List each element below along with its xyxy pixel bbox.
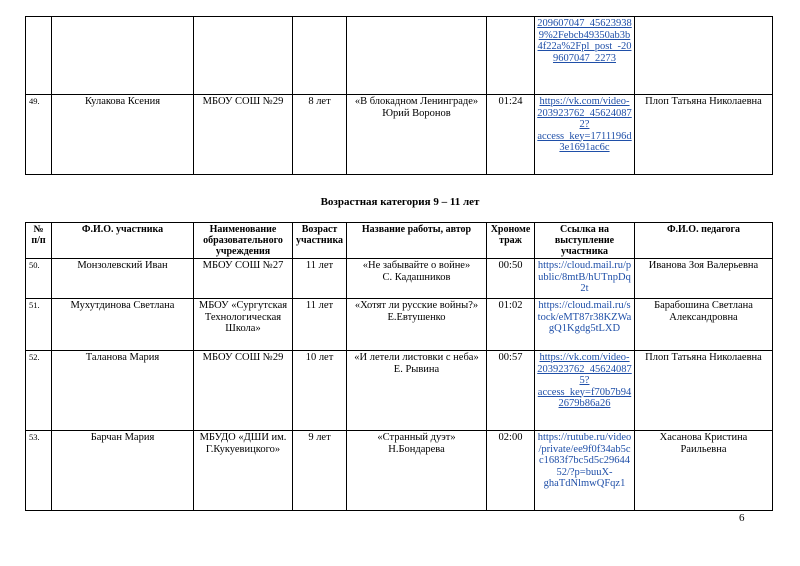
performance-link-cell [535, 431, 635, 511]
performance-link[interactable]: https://rutube.ru/video/private/ee9f0f34ab5cc1683f7bc5d5c2964452/?p=buuX-ghaTdNlmwQFqz1 [537, 432, 632, 489]
table-row [26, 431, 773, 511]
table-row [26, 259, 773, 299]
row-number: 53. [26, 431, 52, 511]
work-name: «Хотят ли русские войны?» [354, 300, 479, 311]
participants-table [25, 222, 773, 511]
header-age: Возраст участника [293, 223, 347, 259]
row-number: 49. [26, 95, 52, 175]
participant-name [52, 17, 194, 95]
work-title [347, 299, 487, 351]
work-title [347, 259, 487, 299]
duration: 01:24 [487, 95, 535, 175]
school-name: МБОУ СОШ №29 [194, 95, 293, 175]
page-number: 6 [739, 512, 745, 524]
header-num: № п/п [26, 223, 52, 259]
school-name: МБОУ «Сургутская Технологическая Школа» [194, 299, 293, 351]
duration: 00:57 [487, 351, 535, 431]
header-school: Наименование образовательного учреждения [194, 223, 293, 259]
performance-link[interactable]: https://vk.com/video-203923762_456240872?access_key=1711196d3e1691ac6c [537, 96, 632, 153]
row-number: 52. [26, 351, 52, 431]
performance-link[interactable]: https://vk.com/video-203923762_456240875?access_key=f70b7b942679b86a26 [537, 352, 632, 409]
teacher-name: Барабошина Светлана Александровна [635, 299, 773, 351]
school-name [194, 17, 293, 95]
performance-link-cell [535, 351, 635, 431]
work-author: Е. Рывина [393, 363, 440, 375]
participant-age: 9 лет [293, 431, 347, 511]
performance-link[interactable]: https://cloud.mail.ru/stock/eMT87r38KZWagQ1Kgdg5tLXD [537, 300, 632, 334]
top-table [25, 16, 773, 175]
work-name: «Странный дуэт» [377, 432, 456, 443]
performance-link[interactable]: https://cloud.mail.ru/public/8mtB/hUTnpDq2t [537, 260, 632, 294]
work-title [347, 351, 487, 431]
work-title [347, 17, 487, 95]
work-author: Юрий Воронов [382, 107, 451, 119]
participant-age: 8 лет [293, 95, 347, 175]
participant-age: 11 лет [293, 299, 347, 351]
table-row [26, 17, 773, 95]
duration: 01:02 [487, 299, 535, 351]
performance-link[interactable]: 209607047_456239389%2Febcb49350ab3b4f22a%2Fpl_post_-209607047_2273 [537, 18, 632, 64]
header-work: Название работы, автор [347, 223, 487, 259]
duration: 02:00 [487, 431, 535, 511]
work-name: «В блокадном Ленинграде» [354, 96, 479, 107]
header-row [26, 223, 773, 259]
performance-link-cell [535, 95, 635, 175]
header-name: Ф.И.О. участника [52, 223, 194, 259]
table-row [26, 299, 773, 351]
participant-age: 10 лет [293, 351, 347, 431]
duration [487, 17, 535, 95]
row-number: 51. [26, 299, 52, 351]
category-title: Возрастная категория 9 – 11 лет [320, 196, 480, 208]
work-title [347, 95, 487, 175]
work-title [347, 431, 487, 511]
row-number: 50. [26, 259, 52, 299]
row-number [26, 17, 52, 95]
table-row [26, 351, 773, 431]
participant-name: Таланова Мария [52, 351, 194, 431]
participant-age: 11 лет [293, 259, 347, 299]
teacher-name: Хасанова Кристина Раильевна [635, 431, 773, 511]
teacher-name: Плоп Татьяна Николаевна [635, 351, 773, 431]
participant-name: Монзолевский Иван [52, 259, 194, 299]
teacher-name [635, 17, 773, 95]
performance-link-cell [535, 259, 635, 299]
teacher-name: Иванова Зоя Валерьевна [635, 259, 773, 299]
work-author: С. Кадашников [382, 271, 451, 283]
performance-link-cell [535, 17, 635, 95]
work-name: «Не забывайте о войне» [362, 260, 471, 271]
school-name: МБОУ СОШ №27 [194, 259, 293, 299]
work-name: «И летели листовки с неба» [354, 352, 479, 363]
school-name: МБУДО «ДШИ им. Г.Кукуевицкого» [194, 431, 293, 511]
table-row [26, 95, 773, 175]
teacher-name: Плоп Татьяна Николаевна [635, 95, 773, 175]
work-author: Н.Бондарева [388, 443, 445, 455]
header-link: Ссылка на выступление участника [535, 223, 635, 259]
participant-name: Барчан Мария [52, 431, 194, 511]
work-author: Е.Евтушенко [387, 311, 446, 323]
performance-link-cell [535, 299, 635, 351]
duration: 00:50 [487, 259, 535, 299]
participant-name: Мухутдинова Светлана [52, 299, 194, 351]
school-name: МБОУ СОШ №29 [194, 351, 293, 431]
participant-name: Кулакова Ксения [52, 95, 194, 175]
header-teacher: Ф.И.О. педагога [635, 223, 773, 259]
header-time: Хронометраж [487, 223, 535, 259]
participant-age [293, 17, 347, 95]
